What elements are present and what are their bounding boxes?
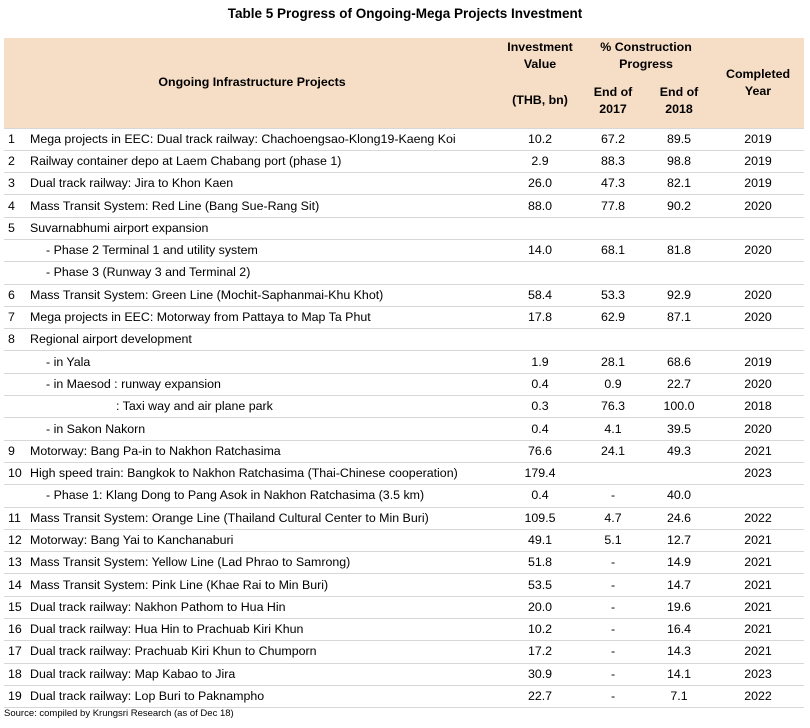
row-year: [712, 217, 804, 239]
table-row: [4, 329, 804, 351]
row-value: 0.3: [531, 399, 549, 414]
row-progress-2018: 100.0: [663, 399, 695, 414]
row-progress-2017: 47.3: [600, 176, 626, 191]
row-progress-2018: 14.7: [666, 577, 692, 592]
table-row: [4, 440, 804, 462]
row-progress-2018: 89.5: [666, 131, 692, 146]
row-progress-2017: 0.9: [604, 376, 622, 391]
row-value: 0.4: [531, 376, 549, 391]
row-number: 9: [8, 443, 15, 458]
row-value: 179.4: [524, 466, 556, 481]
table-row: [4, 685, 804, 707]
row-project: Mass Transit System: Green Line (Mochit-Saphanmai-Khu Khot): [30, 287, 384, 302]
row-progress-2017: 4.1: [604, 421, 622, 436]
row-progress-2018: 14.9: [666, 555, 692, 570]
row-progress-2018: 14.3: [666, 644, 692, 659]
row-project: High speed train: Bangkok to Nakhon Ratchasima (Thai-Chinese cooperation): [30, 466, 458, 481]
row-year: [712, 329, 804, 351]
row-progress-2017: 88.3: [600, 153, 626, 168]
row-number: [4, 262, 28, 284]
row-number: 5: [8, 220, 15, 235]
row-year: 2019: [744, 354, 772, 369]
table-row: [4, 596, 804, 618]
row-progress-2018: 22.7: [666, 376, 692, 391]
table-row: [4, 373, 804, 395]
row-number: 10: [8, 466, 22, 481]
table-title: Table 5 Progress of Ongoing-Mega Projects Investment: [227, 6, 583, 21]
row-year: 2021: [744, 443, 772, 458]
row-project: Dual track railway: Jira to Khon Kaen: [30, 176, 234, 191]
row-progress-2018: [646, 262, 712, 284]
row-year: 2023: [744, 666, 772, 681]
header-end-2018: End of 2018: [646, 74, 712, 128]
row-year: [712, 262, 804, 284]
row-progress-2017: 24.1: [600, 443, 626, 458]
row-number: 13: [8, 555, 22, 570]
row-progress-2017: -: [610, 488, 616, 503]
row-progress-2018: 24.6: [666, 510, 692, 525]
row-progress-2017: 67.2: [600, 131, 626, 146]
table-row: [4, 507, 804, 529]
row-progress-2018: 40.0: [666, 488, 692, 503]
row-value: 22.7: [527, 689, 553, 704]
row-number: 4: [8, 198, 15, 213]
row-project: - in Maesod : runway expansion: [46, 376, 221, 391]
table-row: [4, 552, 804, 574]
row-progress-2017: -: [610, 555, 616, 570]
row-value: 49.1: [527, 532, 553, 547]
row-progress-2018: [646, 217, 712, 239]
row-project: - Phase 2 Terminal 1 and utility system: [46, 243, 258, 258]
header-end-2017: End of 2017: [580, 74, 646, 128]
row-progress-2017: -: [610, 644, 616, 659]
row-value: [500, 217, 580, 239]
row-year: 2021: [744, 555, 772, 570]
row-value: 0.4: [531, 488, 549, 503]
row-progress-2018: 49.3: [666, 443, 692, 458]
table-row: [4, 663, 804, 685]
row-number: [4, 373, 28, 395]
row-progress-2018: 87.1: [666, 310, 692, 325]
row-number: [4, 351, 28, 373]
table-body: [4, 128, 804, 708]
table-row: [4, 396, 804, 418]
row-project: - in Yala: [46, 354, 91, 369]
row-number: 16: [8, 622, 22, 637]
table-row: [4, 641, 804, 663]
row-progress-2017: -: [610, 689, 616, 704]
row-progress-2018: 68.6: [666, 354, 692, 369]
row-progress-2017: 28.1: [600, 354, 626, 369]
table-row: [4, 284, 804, 306]
row-number: 8: [8, 332, 15, 347]
row-progress-2017: [580, 329, 646, 351]
row-project: Mass Transit System: Orange Line (Thailand Cultural Center to Min Buri): [30, 510, 429, 525]
row-value: 10.2: [527, 622, 553, 637]
row-project: Dual track railway: Map Kabao to Jira: [30, 666, 236, 681]
row-project: : Taxi way and air plane park: [116, 399, 273, 414]
row-number: [4, 485, 28, 507]
row-value: [500, 262, 580, 284]
row-progress-2018: 39.5: [666, 421, 692, 436]
row-progress-2017: 68.1: [600, 243, 626, 258]
row-project: Mega projects in EEC: Motorway from Pattaya to Map Ta Phut: [30, 310, 371, 325]
table-row: [4, 262, 804, 284]
row-project: Mass Transit System: Red Line (Bang Sue-Rang Sit): [30, 198, 320, 213]
row-project: - Phase 1: Klang Dong to Pang Asok in Nakhon Ratchasima (3.5 km): [46, 488, 425, 503]
row-progress-2017: 5.1: [604, 532, 622, 547]
table-row: [4, 306, 804, 328]
row-progress-2017: -: [610, 577, 616, 592]
row-year: 2018: [744, 399, 772, 414]
header-progress: % Construction Progress: [580, 38, 712, 74]
row-year: 2021: [744, 622, 772, 637]
header-investment-unit: (THB, bn): [500, 74, 580, 128]
row-number: 18: [8, 666, 22, 681]
row-year: 2022: [744, 689, 772, 704]
row-value: 17.2: [527, 644, 553, 659]
row-project: Railway container depo at Laem Chabang port (phase 1): [30, 153, 342, 168]
row-project: Suvarnabhumi airport expansion: [30, 220, 209, 235]
row-number: 15: [8, 599, 22, 614]
table-row: [4, 574, 804, 596]
row-year: 2019: [744, 176, 772, 191]
row-project: - in Sakon Nakorn: [46, 421, 146, 436]
table-row: [4, 418, 804, 440]
row-progress-2017: -: [610, 622, 616, 637]
row-number: 6: [8, 287, 15, 302]
row-year: [712, 485, 804, 507]
row-number: [4, 418, 28, 440]
row-project: Mega projects in EEC: Dual track railway: Chachoengsao-Klong19-Kaeng Koi: [30, 131, 456, 146]
header-investment-line1: Investment: [507, 40, 573, 54]
row-number: [4, 396, 28, 418]
row-progress-2017: -: [610, 599, 616, 614]
row-number: 11: [8, 510, 21, 525]
row-year: 2020: [744, 287, 772, 302]
table-row: [4, 529, 804, 551]
row-year: 2019: [744, 131, 772, 146]
row-value: 76.6: [527, 443, 553, 458]
row-project: Dual track railway: Lop Buri to Paknampho: [30, 689, 265, 704]
row-value: 88.0: [527, 198, 553, 213]
row-value: 17.8: [527, 310, 553, 325]
row-value: 51.8: [527, 555, 553, 570]
row-progress-2018: 90.2: [666, 198, 692, 213]
projects-table: [4, 38, 804, 708]
row-year: 2019: [744, 153, 772, 168]
header-investment: [500, 38, 580, 74]
row-progress-2017: 76.3: [600, 399, 626, 414]
row-progress-2017: -: [610, 666, 616, 681]
row-progress-2017: 62.9: [600, 310, 626, 325]
header-project: Ongoing Infrastructure Projects: [4, 38, 500, 128]
row-value: 26.0: [527, 176, 553, 191]
row-progress-2018: 92.9: [666, 287, 692, 302]
row-project: Dual track railway: Hua Hin to Prachuab Kiri Khun: [30, 622, 304, 637]
row-progress-2018: 12.7: [666, 532, 692, 547]
row-progress-2018: 81.8: [666, 243, 692, 258]
table-row: [4, 217, 804, 239]
row-year: 2021: [744, 644, 772, 659]
row-progress-2018: 98.8: [666, 153, 692, 168]
row-value: 14.0: [527, 243, 553, 258]
row-number: 19: [8, 689, 22, 704]
row-progress-2018: 14.1: [666, 666, 692, 681]
row-year: 2020: [744, 376, 772, 391]
row-number: 17: [8, 644, 22, 659]
row-value: 10.2: [527, 131, 553, 146]
row-project: Mass Transit System: Yellow Line (Lad Phrao to Samrong): [30, 555, 351, 570]
row-number: 2: [8, 153, 15, 168]
table-row: [4, 619, 804, 641]
table-row: [4, 173, 804, 195]
row-year: 2020: [744, 310, 772, 325]
row-project: Regional airport development: [30, 332, 192, 347]
row-year: 2020: [744, 421, 772, 436]
row-value: 30.9: [527, 666, 553, 681]
table-row: [4, 150, 804, 172]
row-year: 2021: [744, 599, 772, 614]
row-year: 2022: [744, 510, 772, 525]
row-progress-2017: [580, 262, 646, 284]
header-investment-line2: Value: [523, 57, 557, 71]
row-year: 2021: [744, 532, 772, 547]
row-value: 0.4: [531, 421, 549, 436]
row-project: - Phase 3 (Runway 3 and Terminal 2): [46, 265, 251, 280]
row-progress-2017: [580, 217, 646, 239]
row-progress-2018: 16.4: [666, 622, 692, 637]
row-progress-2018: 19.6: [666, 599, 692, 614]
row-progress-2017: 53.3: [600, 287, 626, 302]
row-value: 2.9: [531, 153, 549, 168]
row-progress-2018: 82.1: [666, 176, 692, 191]
row-project: Mass Transit System: Pink Line (Khae Rai to Min Buri): [30, 577, 329, 592]
row-progress-2017: [580, 462, 646, 484]
row-value: 109.5: [524, 510, 556, 525]
source-note: Source: compiled by Krungsri Research (as of Dec 18): [4, 708, 234, 719]
table-row: [4, 462, 804, 484]
row-value: [500, 329, 580, 351]
table-row: [4, 351, 804, 373]
row-project: Dual track railway: Nakhon Pathom to Hua Hin: [30, 599, 286, 614]
row-progress-2018: [646, 329, 712, 351]
row-number: 1: [8, 131, 15, 146]
row-progress-2018: [646, 462, 712, 484]
row-number: 12: [8, 532, 22, 547]
row-number: 14: [8, 577, 22, 592]
row-value: 20.0: [527, 599, 553, 614]
table-row: [4, 239, 804, 261]
row-year: 2020: [744, 198, 772, 213]
row-progress-2017: 77.8: [600, 198, 626, 213]
table-row: [4, 128, 804, 150]
header-completed: Completed Year: [712, 38, 804, 128]
row-number: [4, 239, 28, 261]
row-value: 53.5: [527, 577, 553, 592]
row-number: 3: [8, 176, 15, 191]
row-project: Motorway: Bang Yai to Kanchanaburi: [30, 532, 234, 547]
row-year: 2023: [744, 466, 772, 481]
row-number: 7: [8, 310, 15, 325]
row-year: 2021: [744, 577, 772, 592]
row-year: 2020: [744, 243, 772, 258]
row-project: Motorway: Bang Pa-in to Nakhon Ratchasima: [30, 443, 281, 458]
table-row: [4, 195, 804, 217]
row-project: Dual track railway: Prachuab Kiri Khun to Chumporn: [30, 644, 317, 659]
row-value: 58.4: [527, 287, 553, 302]
table-header: [4, 38, 804, 128]
row-progress-2017: 4.7: [604, 510, 622, 525]
row-value: 1.9: [531, 354, 549, 369]
table-row: [4, 485, 804, 507]
row-progress-2018: 7.1: [670, 689, 688, 704]
